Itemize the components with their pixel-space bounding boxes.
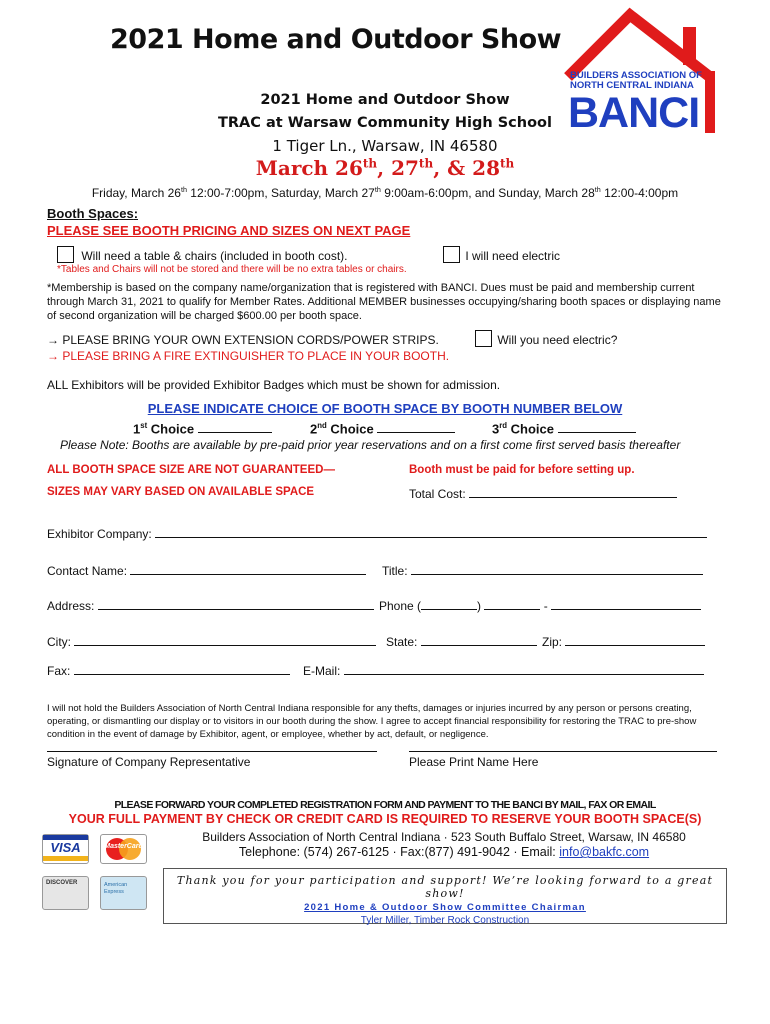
choice-1[interactable]: 1st Choice (133, 421, 272, 436)
zip-field[interactable]: Zip: (542, 634, 705, 649)
company-field[interactable]: Exhibitor Company: (47, 526, 707, 541)
mastercard-icon: MasterCard (100, 834, 147, 864)
contact-field[interactable]: Contact Name: (47, 563, 366, 578)
address-input[interactable] (98, 598, 374, 610)
total-cost-field[interactable]: Total Cost: (409, 486, 677, 501)
full-payment-note: YOUR FULL PAYMENT BY CHECK OR CREDIT CARD IS REQUIRED TO RESERVE YOUR BOOTH SPACE(S) (68, 812, 702, 826)
print-name-line[interactable] (409, 751, 717, 752)
phone-prefix-input[interactable] (484, 598, 540, 610)
phone-line-input[interactable] (551, 598, 701, 610)
forward-note: PLEASE FORWARD YOUR COMPLETED REGISTRATION FORM AND PAYMENT TO THE BANCI BY MAIL, FAX OR EMAIL (114, 799, 656, 811)
choice-2-field[interactable] (377, 421, 455, 433)
org-address: Builders Association of North Central Indiana · 523 South Buffalo Street, Warsaw, IN 46580 (202, 830, 686, 844)
page-title: 2021 Home and Outdoor Show (110, 24, 562, 55)
fax-input[interactable] (74, 663, 290, 675)
electric-label: I will need electric (465, 249, 561, 263)
choice-3[interactable]: 3rd Choice (492, 421, 636, 436)
electric-option[interactable] (443, 246, 560, 263)
event-dates: March 26th, 27th, & 28th (255, 156, 515, 180)
logo-line1: BUILDERS ASSOCIATION OF (570, 70, 702, 81)
event-name: 2021 Home and Outdoor Show (260, 92, 510, 108)
city-input[interactable] (74, 634, 376, 646)
email-input[interactable] (344, 663, 704, 675)
tables-note: *Tables and Chairs will not be stored and there will be no extra tables or chairs. (57, 264, 407, 275)
event-venue: TRAC at Warsaw Community High School (218, 115, 552, 131)
committee-title: 2021 Home & Outdoor Show Committee Chairman (304, 902, 586, 913)
zip-input[interactable] (565, 634, 705, 646)
print-name-label: Please Print Name Here (409, 755, 539, 769)
thank-you-box (163, 868, 727, 924)
email-field[interactable]: E-Mail: (303, 663, 704, 678)
liability-statement: I will not hold the Builders Association of North Central Indiana responsible for any thefts, damages or injuries incurred by any person or persons creating, operating, or dismantling our display or to visitors in our booth during the show. I agree to accept financial responsibility for restoring the TRAC to pre-show condition in the event of damage by Exhibitor, agent, or employee, whether by act, default, or negligence. (47, 703, 697, 740)
paid-before-note: Booth must be paid for before setting up. (409, 464, 635, 476)
event-address: 1 Tiger Ln., Warsaw, IN 46580 (272, 137, 498, 155)
choice-1-field[interactable] (198, 421, 272, 433)
extinguisher-note: → PLEASE BRING A FIRE EXTINGUISHER TO PLACE IN YOUR BOOTH. (47, 349, 450, 363)
fax-field[interactable]: Fax: (47, 663, 290, 678)
choice-2[interactable]: 2nd Choice (310, 421, 455, 436)
address-field[interactable]: Address: (47, 598, 374, 613)
sizes-vary-note: SIZES MAY VARY BASED ON AVAILABLE SPACE (47, 486, 315, 498)
logo-text-block (570, 71, 720, 91)
cords-note: → PLEASE BRING YOUR OWN EXTENSION CORDS/POWER STRIPS. (47, 333, 439, 347)
table-chairs-checkbox[interactable] (57, 246, 74, 263)
booth-heading: Booth Spaces: (47, 206, 139, 221)
email-link[interactable]: info@bakfc.com (559, 845, 650, 859)
phone-field[interactable]: Phone ( ) - (379, 598, 701, 613)
table-chairs-option[interactable] (57, 246, 347, 263)
choice-3-field[interactable] (558, 421, 636, 433)
visa-card-icon: VISA (42, 834, 89, 864)
electric-checkbox[interactable] (443, 246, 460, 263)
membership-note: *Membership is based on the company name/organization that is registered with BANCI. Dues must be paid and membership current through March 31, 2021 to qualify for Member Rates. Additional MEMBER businesses occupying/sharing booth spaces or displaying name of second organization will be charged $600.00 per booth space. (47, 282, 721, 322)
event-hours: Friday, March 26th 12:00-7:00pm, Saturday, March 27th 9:00am-6:00pm, and Sunday, March 28th 12:00-4:00pm (91, 185, 679, 200)
phone-area-input[interactable] (421, 598, 477, 610)
amex-card-icon: American Express (100, 876, 147, 910)
discover-card-icon: DISCOVER (42, 876, 89, 910)
need-electric-label: Will you need electric? (497, 333, 618, 347)
title-field[interactable]: Title: (382, 563, 703, 578)
booth-pricing-note: PLEASE SEE BOOTH PRICING AND SIZES ON NEXT PAGE (47, 223, 411, 238)
title-input[interactable] (411, 563, 703, 575)
signature-label: Signature of Company Representative (47, 755, 251, 769)
city-field[interactable]: City: (47, 634, 376, 649)
total-cost-input[interactable] (469, 486, 677, 498)
logo-acronym: BANCI (568, 89, 700, 137)
need-electric-checkbox[interactable] (475, 330, 492, 347)
company-input[interactable] (155, 526, 707, 538)
state-field[interactable]: State: (386, 634, 537, 649)
need-electric-option[interactable] (475, 330, 617, 347)
not-guaranteed-note: ALL BOOTH SPACE SIZE ARE NOT GUARANTEED— (47, 464, 335, 476)
logo-line2: NORTH CENTRAL INDIANA (570, 80, 694, 91)
table-chairs-label: Will need a table & chairs (included in booth cost). (81, 249, 348, 263)
availability-note: Please Note: Booths are available by pre-paid prior year reservations and on a first come first served basis thereafter (60, 438, 681, 452)
badges-note: ALL Exhibitors will be provided Exhibitor Badges which must be shown for admission. (47, 378, 501, 392)
state-input[interactable] (421, 634, 537, 646)
signature-line[interactable] (47, 751, 377, 752)
thank-you-text: Thank you for your participation and support! We’re looking forward to a great show! (176, 874, 714, 900)
org-telephone: Telephone: (574) 267-6125 · Fax:(877) 491-9042 · Email: info@bakfc.com (238, 845, 650, 859)
contact-input[interactable] (130, 563, 366, 575)
chairman-name: Tyler Miller, Timber Rock Construction (360, 915, 530, 926)
indicate-heading: PLEASE INDICATE CHOICE OF BOOTH SPACE BY BOOTH NUMBER BELOW (147, 401, 623, 416)
